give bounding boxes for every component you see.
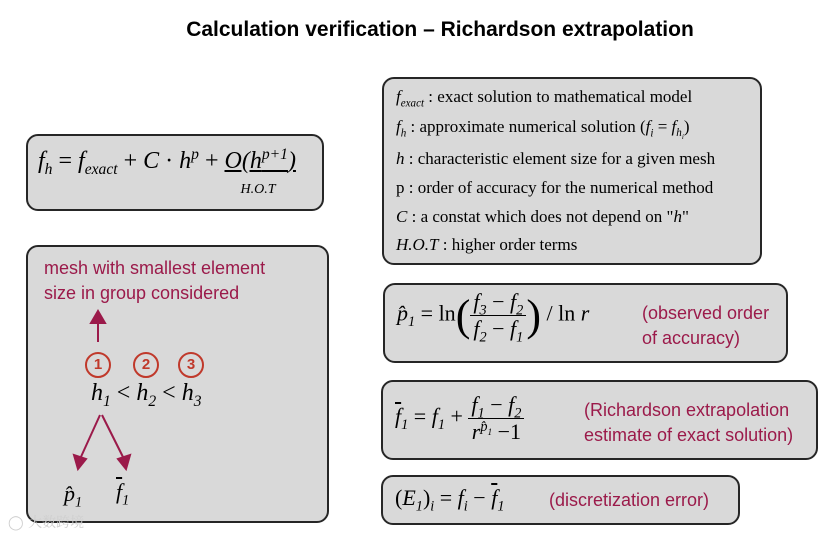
- richardson-formula: $\overline{f}_1 = f_1$ + $\frac{f_1 - f_2}{r^{p̂_1} -1}$: [395, 392, 524, 445]
- mesh-inequality: $h_1 < h_2 < h_3$: [91, 380, 202, 410]
- mesh-note: mesh with smallest element size in group considered: [44, 258, 266, 303]
- definitions-box: [382, 77, 762, 265]
- discretization-label: (discretization error): [549, 490, 710, 510]
- observed-order-box: [383, 283, 788, 363]
- marker-1: 1: [85, 352, 111, 378]
- discretization-box: [381, 475, 740, 525]
- def-exact: $f_{exact}$ : exact solution to mathematical model: [396, 87, 693, 110]
- def-p: p : order of accuracy for the numerical method: [396, 178, 714, 197]
- marker-3: 3: [178, 352, 204, 378]
- right-arrow-shaft: [102, 415, 124, 459]
- left-arrow-shaft: [80, 415, 100, 459]
- right-arrow-head: [118, 455, 130, 469]
- expansion-formula: $f_h = f_{exact} + C \cdot h^p + O(h^{p+1})$ H.O.T: [38, 146, 296, 197]
- observed-order-formula: $p̂_1 = \ln$( $\frac{f_3 - f_2}{f_2 - f_1}$ ) / ln r: [397, 289, 590, 346]
- f-bar-label: $\overline{f}_1$: [116, 479, 130, 509]
- page-title: Calculation verification – Richardson extrapolation: [186, 18, 694, 41]
- p-hat-label: $p̂_1$: [64, 481, 83, 511]
- mesh-diagram-box: [26, 245, 329, 523]
- left-arrow-head: [74, 455, 86, 469]
- def-approx: $f_h$ : approximate numerical solution $(f_i = f_{h_i})$: [396, 117, 690, 142]
- watermark-logo-icon: ◯: [8, 515, 24, 531]
- def-c: C : a constat which does not depend on "h": [396, 207, 689, 226]
- observed-order-label: (observed order of accuracy): [642, 303, 770, 348]
- discretization-formula: $(E_1)_i = f_i - \overline{f}_1$: [395, 485, 505, 515]
- up-arrow-head: [91, 311, 105, 323]
- richardson-label: (Richardson extrapolation estimate of exact solution): [584, 400, 794, 445]
- marker-2: 2: [133, 352, 159, 378]
- expansion-formula-box: [26, 134, 324, 211]
- def-h: h : characteristic element size for a given mesh: [396, 149, 716, 168]
- def-hot: H.O.T : higher order terms: [396, 235, 578, 254]
- richardson-box: [381, 380, 818, 460]
- watermark: ◯ 大数跨境: [8, 515, 85, 531]
